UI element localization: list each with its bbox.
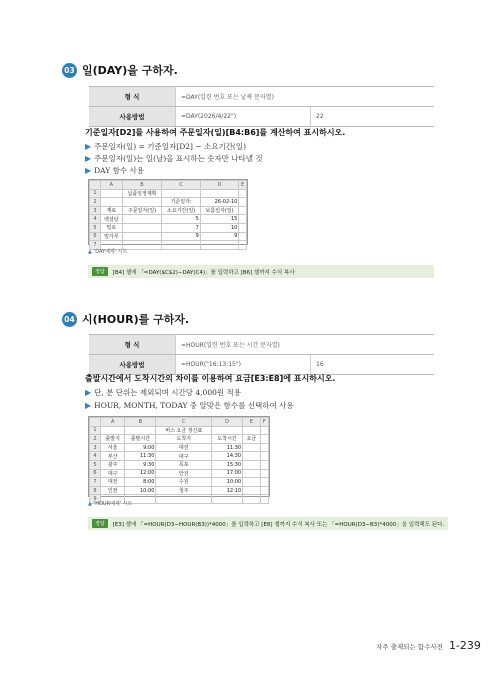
hour-sheet-cell [260,452,268,461]
triangle-bullet-icon: ▶ [85,166,92,175]
answer-badge: 정답 [92,267,108,276]
hour-sheet-row-header: 2 [90,435,101,444]
day-sheet-cell: 5 [162,215,201,224]
day-sheet-cell [239,198,247,207]
day-sheet-cell: 10 [200,223,239,232]
hour-sheet-cell [260,460,268,469]
section2-answer-box [88,517,448,530]
hour-sheet-row-header: 4 [90,452,101,461]
day-sheet-col-header: E [239,181,247,190]
hour-sheet-cell [101,426,125,435]
hour-sheet-cell: 11:30 [125,452,156,461]
page-number: 1-239 [448,639,481,652]
usage-label: 사용방법 [89,355,176,375]
answer-badge: 정답 [92,519,108,528]
day-sheet-cell [101,189,123,198]
hour-sheet-cell: 수원 [156,478,212,487]
hour-sheet-cell: 10:00 [212,478,243,487]
hour-sheet-row-header: 5 [90,460,101,469]
hour-sheet-cell: 대구 [156,452,212,461]
hour-sheet-cell: 목포 [156,460,212,469]
day-sheet-row-header: 4 [90,215,101,224]
hour-sheet-col-header: E [243,418,261,427]
hour-sheet-cell: 12:10 [212,486,243,495]
hour-sheet-cell [156,495,212,504]
day-sheet-row [90,223,247,232]
usage-result: 16 [311,355,435,375]
section2-title: 시(HOUR)를 구하자. [82,313,190,326]
hour-sheet-cell: 버스 요금 정산표 [156,426,212,435]
day-sheet-col-header: D [200,181,239,190]
page-footer [376,639,481,652]
format-label: 형 식 [89,335,176,355]
hour-sheet-cell [243,495,261,504]
day-sheet-grid [89,180,247,250]
hour-sheet-cell [260,443,268,452]
hour-sheet-cell: 대전 [101,478,125,487]
triangle-caption-icon: ▲ [88,249,92,255]
triangle-bullet-icon: ▶ [85,388,92,397]
day-sheet-cell [239,232,247,241]
day-sheet-cell: 15 [200,215,239,224]
hour-sheet-row-header: 7 [90,478,101,487]
hour-sheet-cell: 11:30 [212,443,243,452]
usage-label: 사용방법 [89,107,176,127]
format-value: =HOUR(일련 번호 또는 시간 문자열) [176,335,435,355]
hour-sheet-cell: 10:00 [125,486,156,495]
triangle-bullet-icon: ▶ [85,142,92,151]
hour-sheet-cell [260,469,268,478]
hour-sheet-cell: 서울 [101,443,125,452]
hour-sheet-row [90,435,269,444]
day-sheet-cell: 밀로 [101,223,123,232]
hour-sheet-cell: 15:30 [212,460,243,469]
triangle-caption-icon: ▲ [88,501,92,507]
section1-bullet-3: ▶ DAY 함수 사용 [85,166,144,175]
section2-answer-text: [E3] 셀에 「=HOUR(D3−HOUR(B3))*4000」를 입력하고 [E8] 셀까지 수식 복사 또는 「=HOUR(D3−B3)*4000」을 입력해도 된다. [112,521,445,528]
day-sheet-cell: 백설탕 [101,215,123,224]
day-sheet-cell [162,189,201,198]
hour-example-sheet [88,416,270,503]
hour-sheet-cell: 광주 [101,460,125,469]
hour-sheet-row-header: 3 [90,443,101,452]
day-sheet-cell: 9 [200,232,239,241]
day-sheet-row-header: 7 [90,241,101,250]
hour-sheet-cell: 17:00 [212,469,243,478]
hour-sheet-cell [243,460,261,469]
section1-question: 기준일자[D2]를 사용하여 주문일자(일)[B4:B6]를 계산하여 표시하시오. [85,128,346,137]
day-sheet-cell [122,198,162,207]
day-sheet-row [90,189,247,198]
hour-sheet-cell [212,495,243,504]
day-sheet-cell [239,223,247,232]
section1-answer-text: [B4] 셀에 「=DAY($C$2)−DAY(C4)」를 입력하고 [B6] 셀까지 수식 복사 [112,269,295,276]
day-sheet-cell: 26-02-10 [200,198,239,207]
section2-bullet-1: ▶ 단, 분 단위는 제외되며 시간당 4,000원 적용 [85,388,241,397]
day-sheet-cell [239,206,247,215]
section2-number: 04 [62,312,77,327]
hour-sheet-row-header: 1 [90,426,101,435]
section1-bullet-2: ▶ 주문일자(일)는 일(날)을 표시하는 숫자만 나타낼 것 [85,154,263,163]
hour-sheet-col-header: D [212,418,243,427]
hour-sheet-row-header: 9 [90,495,101,504]
day-sheet-cell [200,189,239,198]
day-sheet-cell: 재료 [101,206,123,215]
hour-sheet-cell: 9:30 [125,460,156,469]
day-sheet-cell [239,215,247,224]
triangle-bullet-icon: ▶ [85,154,92,163]
usage-value: =DAY(2026/4/22") [176,107,311,127]
hour-sheet-row [90,452,269,461]
day-sheet-cell [200,241,239,250]
day-sheet-row-header: 1 [90,189,101,198]
section1-format-table [89,86,434,127]
hour-sheet-cell: 출발지 [101,435,125,444]
day-sheet-cell: 소요기간(일) [162,206,201,215]
day-sheet-row [90,206,247,215]
section1-bullet-1: ▶ 주문일자(일) = 기준일자[D2] − 소요기간(일) [85,142,247,151]
day-sheet-cell: 보름일자(일) [200,206,239,215]
day-example-sheet [88,179,248,248]
hour-sheet-col-header: C [156,418,212,427]
day-sheet-cell [122,223,162,232]
day-sheet-col-header: C [162,181,201,190]
section2-bullet-2: ▶ HOUR, MONTH, TODAY 중 알맞은 함수를 선택하여 사용 [85,401,294,410]
hour-sheet-cell: 요금 [243,435,261,444]
day-sheet-cell [122,241,162,250]
hour-sheet-cell [212,426,243,435]
hour-sheet-cell: 도착시간 [212,435,243,444]
day-sheet-row [90,232,247,241]
day-sheet-cell [239,189,247,198]
day-sheet-cell [122,232,162,241]
format-label: 형 식 [89,87,176,107]
hour-sheet-cell: 14:30 [212,452,243,461]
footer-text: 자주 출제되는 함수사전 [376,643,443,651]
day-sheet-cell: 밀가루 [101,232,123,241]
hour-sheet-cell: 대구 [101,469,125,478]
hour-sheet-cell [260,495,268,504]
day-sheet-cell: 기준일자: [162,198,201,207]
usage-result: 22 [311,107,435,127]
day-sheet-cell [122,215,162,224]
hour-sheet-cell: 대전 [156,443,212,452]
section1-answer-box [88,265,434,278]
section2-question: 출발시간에서 도착시간의 차이를 이용하여 요금[E3:E8]에 표시하시오. [85,374,336,383]
triangle-bullet-icon: ▶ [85,401,92,410]
hour-sheet-cell [243,426,261,435]
day-sheet-row-header: 2 [90,198,101,207]
day-sheet-cell [101,198,123,207]
hour-sheet-col-header: B [125,418,156,427]
day-sheet-col-header: A [101,181,123,190]
hour-sheet-cell: 청주 [156,486,212,495]
hour-sheet-cell: 부산 [101,452,125,461]
hour-sheet-cell [260,426,268,435]
hour-sheet-row [90,443,269,452]
hour-sheet-cell [260,486,268,495]
hour-sheet-cell [125,426,156,435]
hour-sheet-corner-cell [90,418,101,427]
day-sheet-row-header: 6 [90,232,101,241]
hour-sheet-cell [243,486,261,495]
hour-sheet-row-header: 8 [90,486,101,495]
usage-value: =HOUR("16:13:15") [176,355,311,375]
section1-number: 03 [62,63,77,78]
hour-sheet-cell [243,478,261,487]
hour-sheet-col-header: F [260,418,268,427]
hour-sheet-cell [260,435,268,444]
section2-caption: ▲ 'HOUR예제' 시트 [88,501,133,507]
day-sheet-row-header: 3 [90,206,101,215]
day-sheet-row [90,215,247,224]
hour-sheet-row [90,478,269,487]
hour-sheet-cell: 9:00 [125,443,156,452]
day-sheet-corner-cell [90,181,101,190]
hour-sheet-cell: 12:00 [125,469,156,478]
day-sheet-cell: 9 [162,232,201,241]
format-value: =DAY(일련 번호 또는 날짜 문자열) [176,87,435,107]
day-sheet-cell [239,241,247,250]
day-sheet-cell [162,241,201,250]
hour-sheet-cell [260,478,268,487]
hour-sheet-cell: 인천 [101,486,125,495]
day-sheet-row-header: 5 [90,223,101,232]
hour-sheet-cell: 안전 [156,469,212,478]
section2-header [62,311,189,327]
hour-sheet-cell [243,452,261,461]
section1-caption: ▲ 'DAY예제' 시트 [88,249,128,255]
hour-sheet-row-header: 6 [90,469,101,478]
hour-sheet-cell: 출발시간 [125,435,156,444]
hour-sheet-cell: 도착지 [156,435,212,444]
hour-sheet-grid [89,417,269,504]
section1-title: 일(DAY)을 구하자. [82,64,178,77]
day-sheet-col-header: B [122,181,162,190]
day-sheet-row [90,198,247,207]
hour-sheet-row [90,460,269,469]
hour-sheet-col-header: A [101,418,125,427]
hour-sheet-row [90,486,269,495]
hour-sheet-row [90,426,269,435]
day-sheet-cell: 7 [162,223,201,232]
day-sheet-cell: 주문일자(일) [122,206,162,215]
day-sheet-cell: 납품일정계획 [122,189,162,198]
section2-format-table [89,334,434,375]
section1-header [62,62,178,78]
hour-sheet-cell: 8:00 [125,478,156,487]
hour-sheet-cell [243,469,261,478]
hour-sheet-row [90,469,269,478]
hour-sheet-cell [243,443,261,452]
